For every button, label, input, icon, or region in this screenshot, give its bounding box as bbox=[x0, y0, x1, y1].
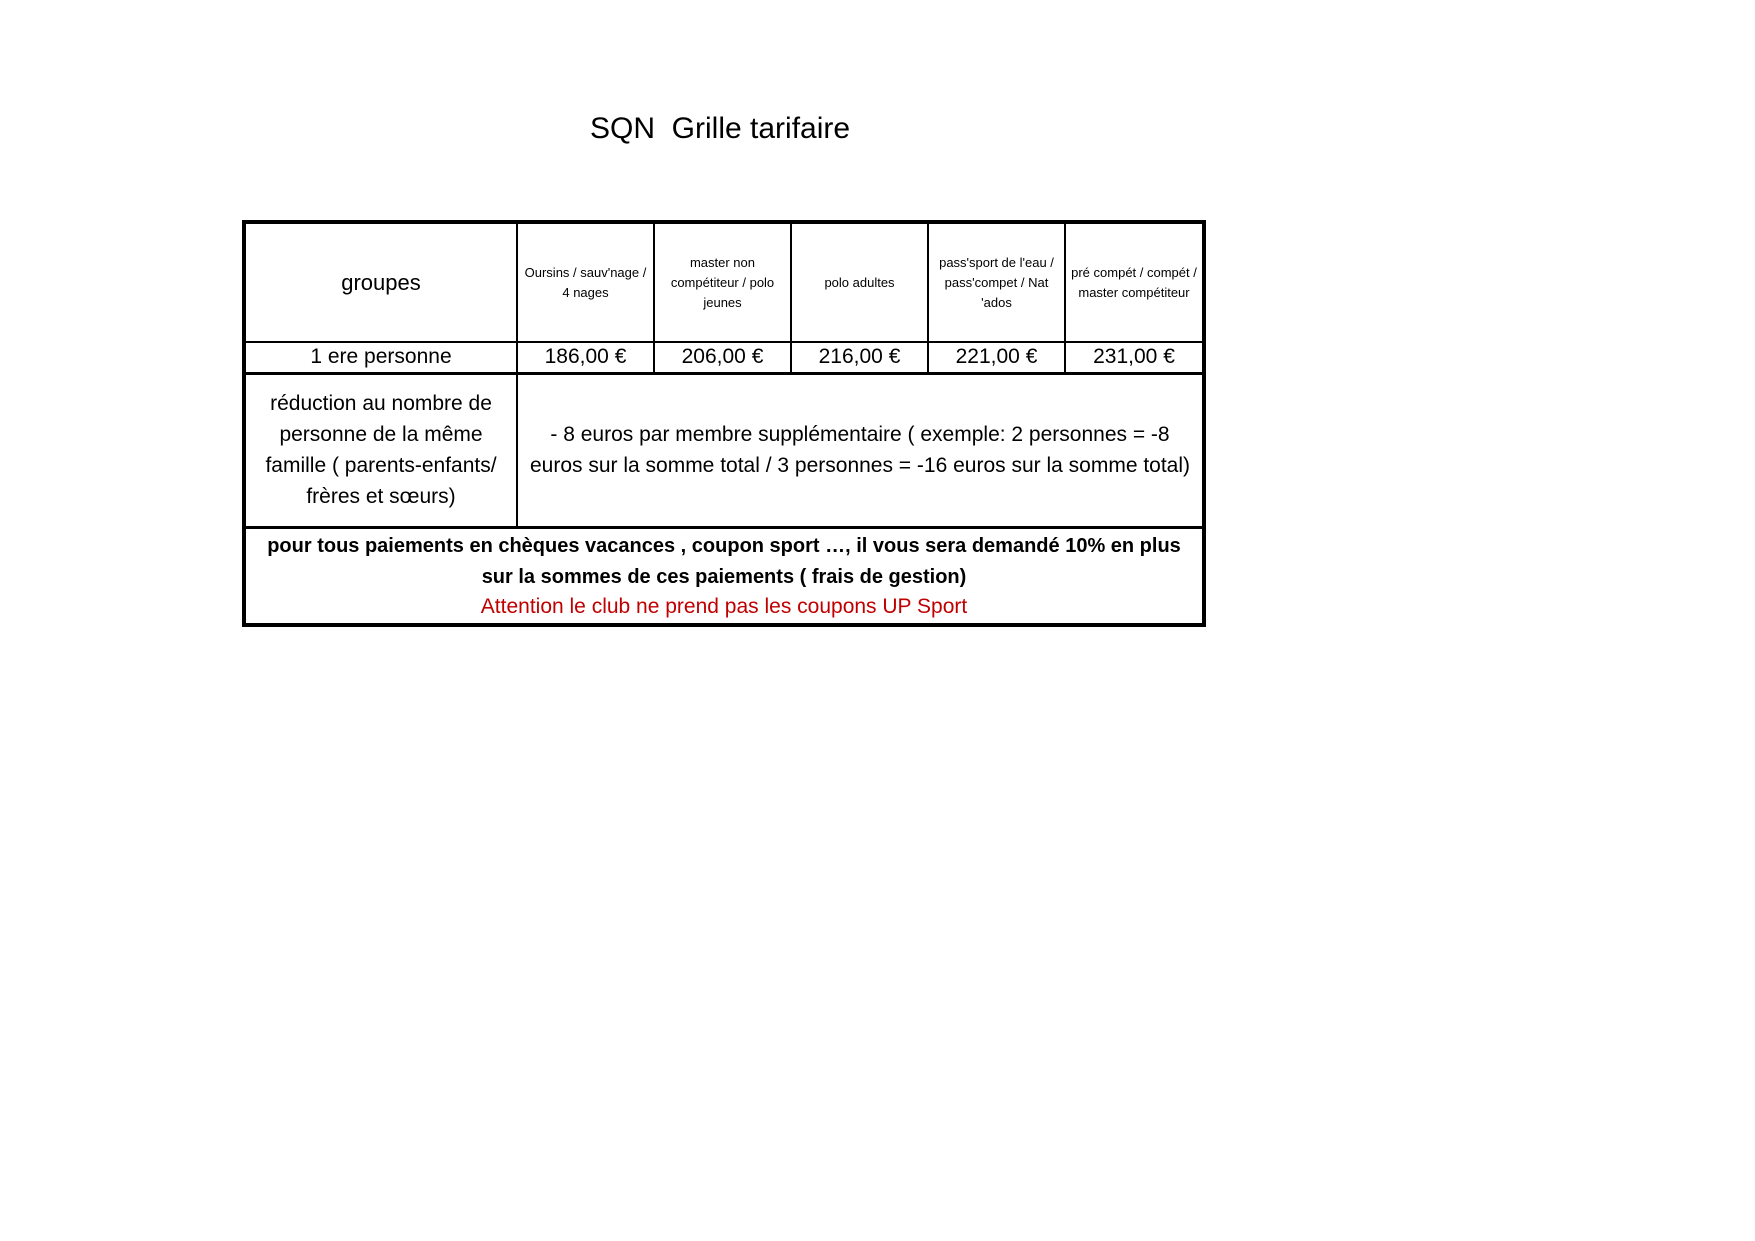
price-row bbox=[244, 342, 1204, 373]
header-col-polo-adultes: polo adultes bbox=[791, 222, 928, 342]
header-col-passsport: pass'sport de l'eau / pass'compet / Nat 'ados bbox=[928, 222, 1065, 342]
price-cell: 186,00 € bbox=[517, 342, 654, 373]
price-cell: 216,00 € bbox=[791, 342, 928, 373]
header-groupes-label: groupes bbox=[244, 222, 517, 342]
header-col-pre-compet: pré compét / compét / master compétiteur bbox=[1065, 222, 1204, 342]
note-cell bbox=[244, 527, 1204, 625]
payment-fee-note: pour tous paiements en chèques vacances , coupon sport …, il vous sera demandé 10% en plus sur la sommes de ces paiements ( frais de gestion) bbox=[267, 534, 1181, 588]
header-col-master-non-competiteur: master non compétiteur / polo jeunes bbox=[654, 222, 791, 342]
price-cell: 221,00 € bbox=[928, 342, 1065, 373]
price-cell: 231,00 € bbox=[1065, 342, 1204, 373]
header-col-oursins: Oursins / sauv'nage / 4 nages bbox=[517, 222, 654, 342]
document-title: SQN Grille tarifaire bbox=[590, 112, 851, 145]
price-row-label: 1 ere personne bbox=[244, 342, 517, 373]
up-sport-warning: Attention le club ne prend pas les coupons UP Sport bbox=[480, 594, 968, 618]
header-row bbox=[244, 222, 1204, 342]
pricing-table bbox=[242, 220, 1206, 627]
reduction-text: - 8 euros par membre supplémentaire ( exemple: 2 personnes = -8 euros sur la somme total / 3 personnes = -16 euros sur la somme total) bbox=[517, 373, 1204, 527]
reduction-row bbox=[244, 373, 1204, 527]
price-cell: 206,00 € bbox=[654, 342, 791, 373]
note-row bbox=[244, 527, 1204, 625]
reduction-label: réduction au nombre de personne de la même famille ( parents-enfants/ frères et sœurs) bbox=[244, 373, 517, 527]
